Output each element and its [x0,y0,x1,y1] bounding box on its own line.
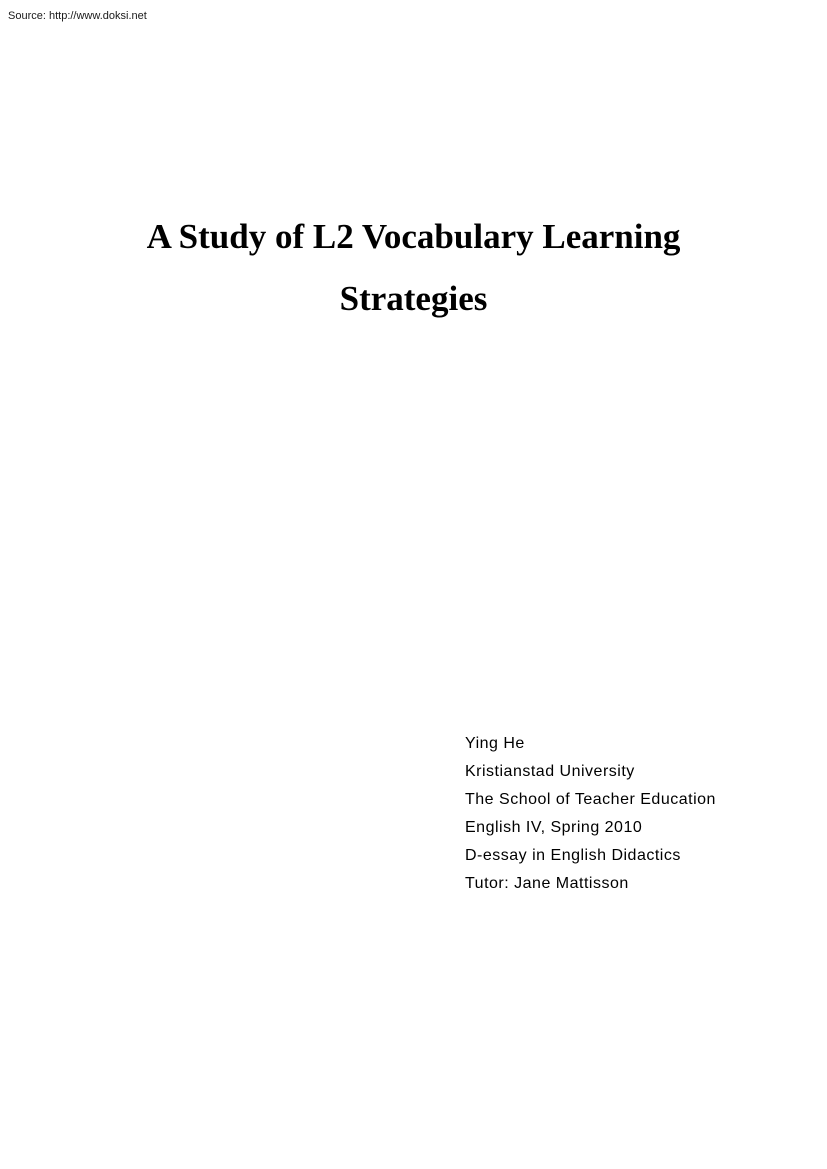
school-name: The School of Teacher Education [465,791,716,808]
author-info-block [465,730,805,898]
title-line-1: A Study of L2 Vocabulary Learning [146,217,681,256]
author-name: Ying He [465,735,525,752]
document-title [0,206,827,330]
title-line-2: Strategies [339,279,488,318]
source-note: Source: http://www.doksi.net [8,10,147,22]
course-term: English IV, Spring 2010 [465,819,643,836]
essay-type: D-essay in English Didactics [465,847,681,864]
university-name: Kristianstad University [465,763,635,780]
tutor-name: Tutor: Jane Mattisson [465,875,629,892]
